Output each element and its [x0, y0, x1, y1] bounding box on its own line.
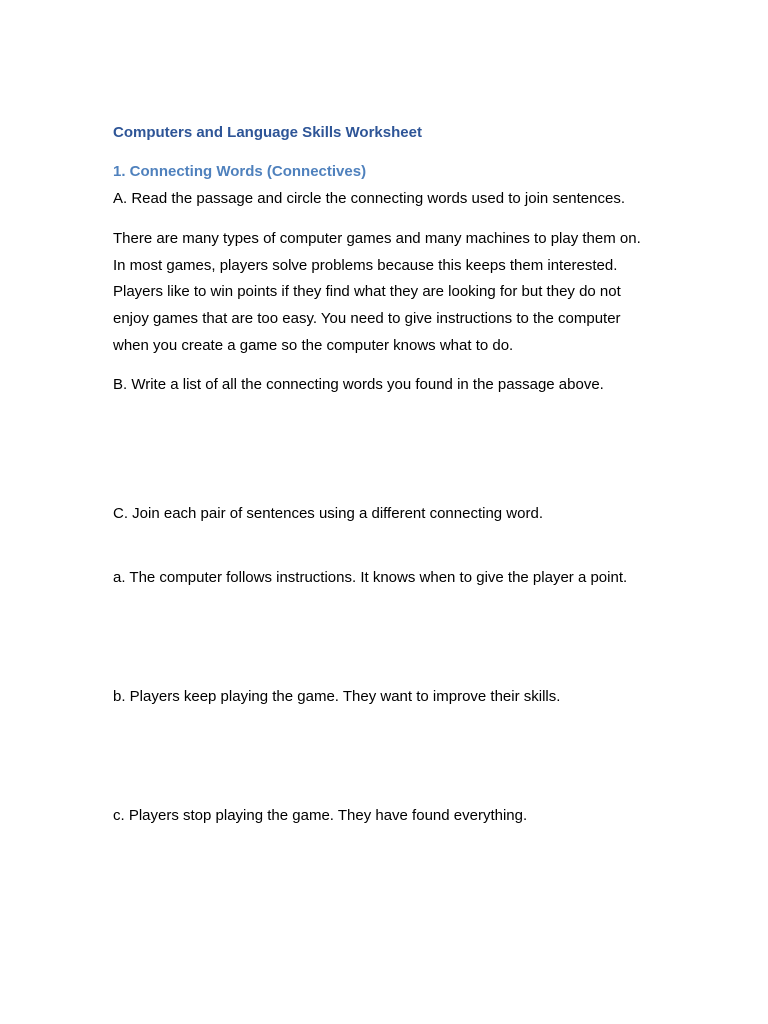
- passage-line: There are many types of computer games and many machines to play them on.: [113, 230, 641, 247]
- passage-line: In most games, players solve problems because this keeps them interested.: [113, 257, 618, 274]
- passage-line: enjoy games that are too easy. You need to give instructions to the computer: [113, 310, 621, 327]
- exercise-item-c: c. Players stop playing the game. They have found everything.: [113, 807, 528, 824]
- exercise-item-a: a. The computer follows instructions. It knows when to give the player a point.: [113, 569, 628, 586]
- instruction-c: C. Join each pair of sentences using a different connecting word.: [113, 505, 543, 522]
- instruction-a: A. Read the passage and circle the connecting words used to join sentences.: [113, 190, 625, 207]
- exercise-item-b: b. Players keep playing the game. They want to improve their skills.: [113, 688, 561, 705]
- passage-line: when you create a game so the computer knows what to do.: [113, 337, 514, 354]
- passage-line: Players like to win points if they find what they are looking for but they do not: [113, 283, 621, 300]
- section-heading: 1. Connecting Words (Connectives): [113, 163, 367, 180]
- instruction-b: B. Write a list of all the connecting words you found in the passage above.: [113, 376, 604, 393]
- worksheet-title: Computers and Language Skills Worksheet: [113, 124, 422, 141]
